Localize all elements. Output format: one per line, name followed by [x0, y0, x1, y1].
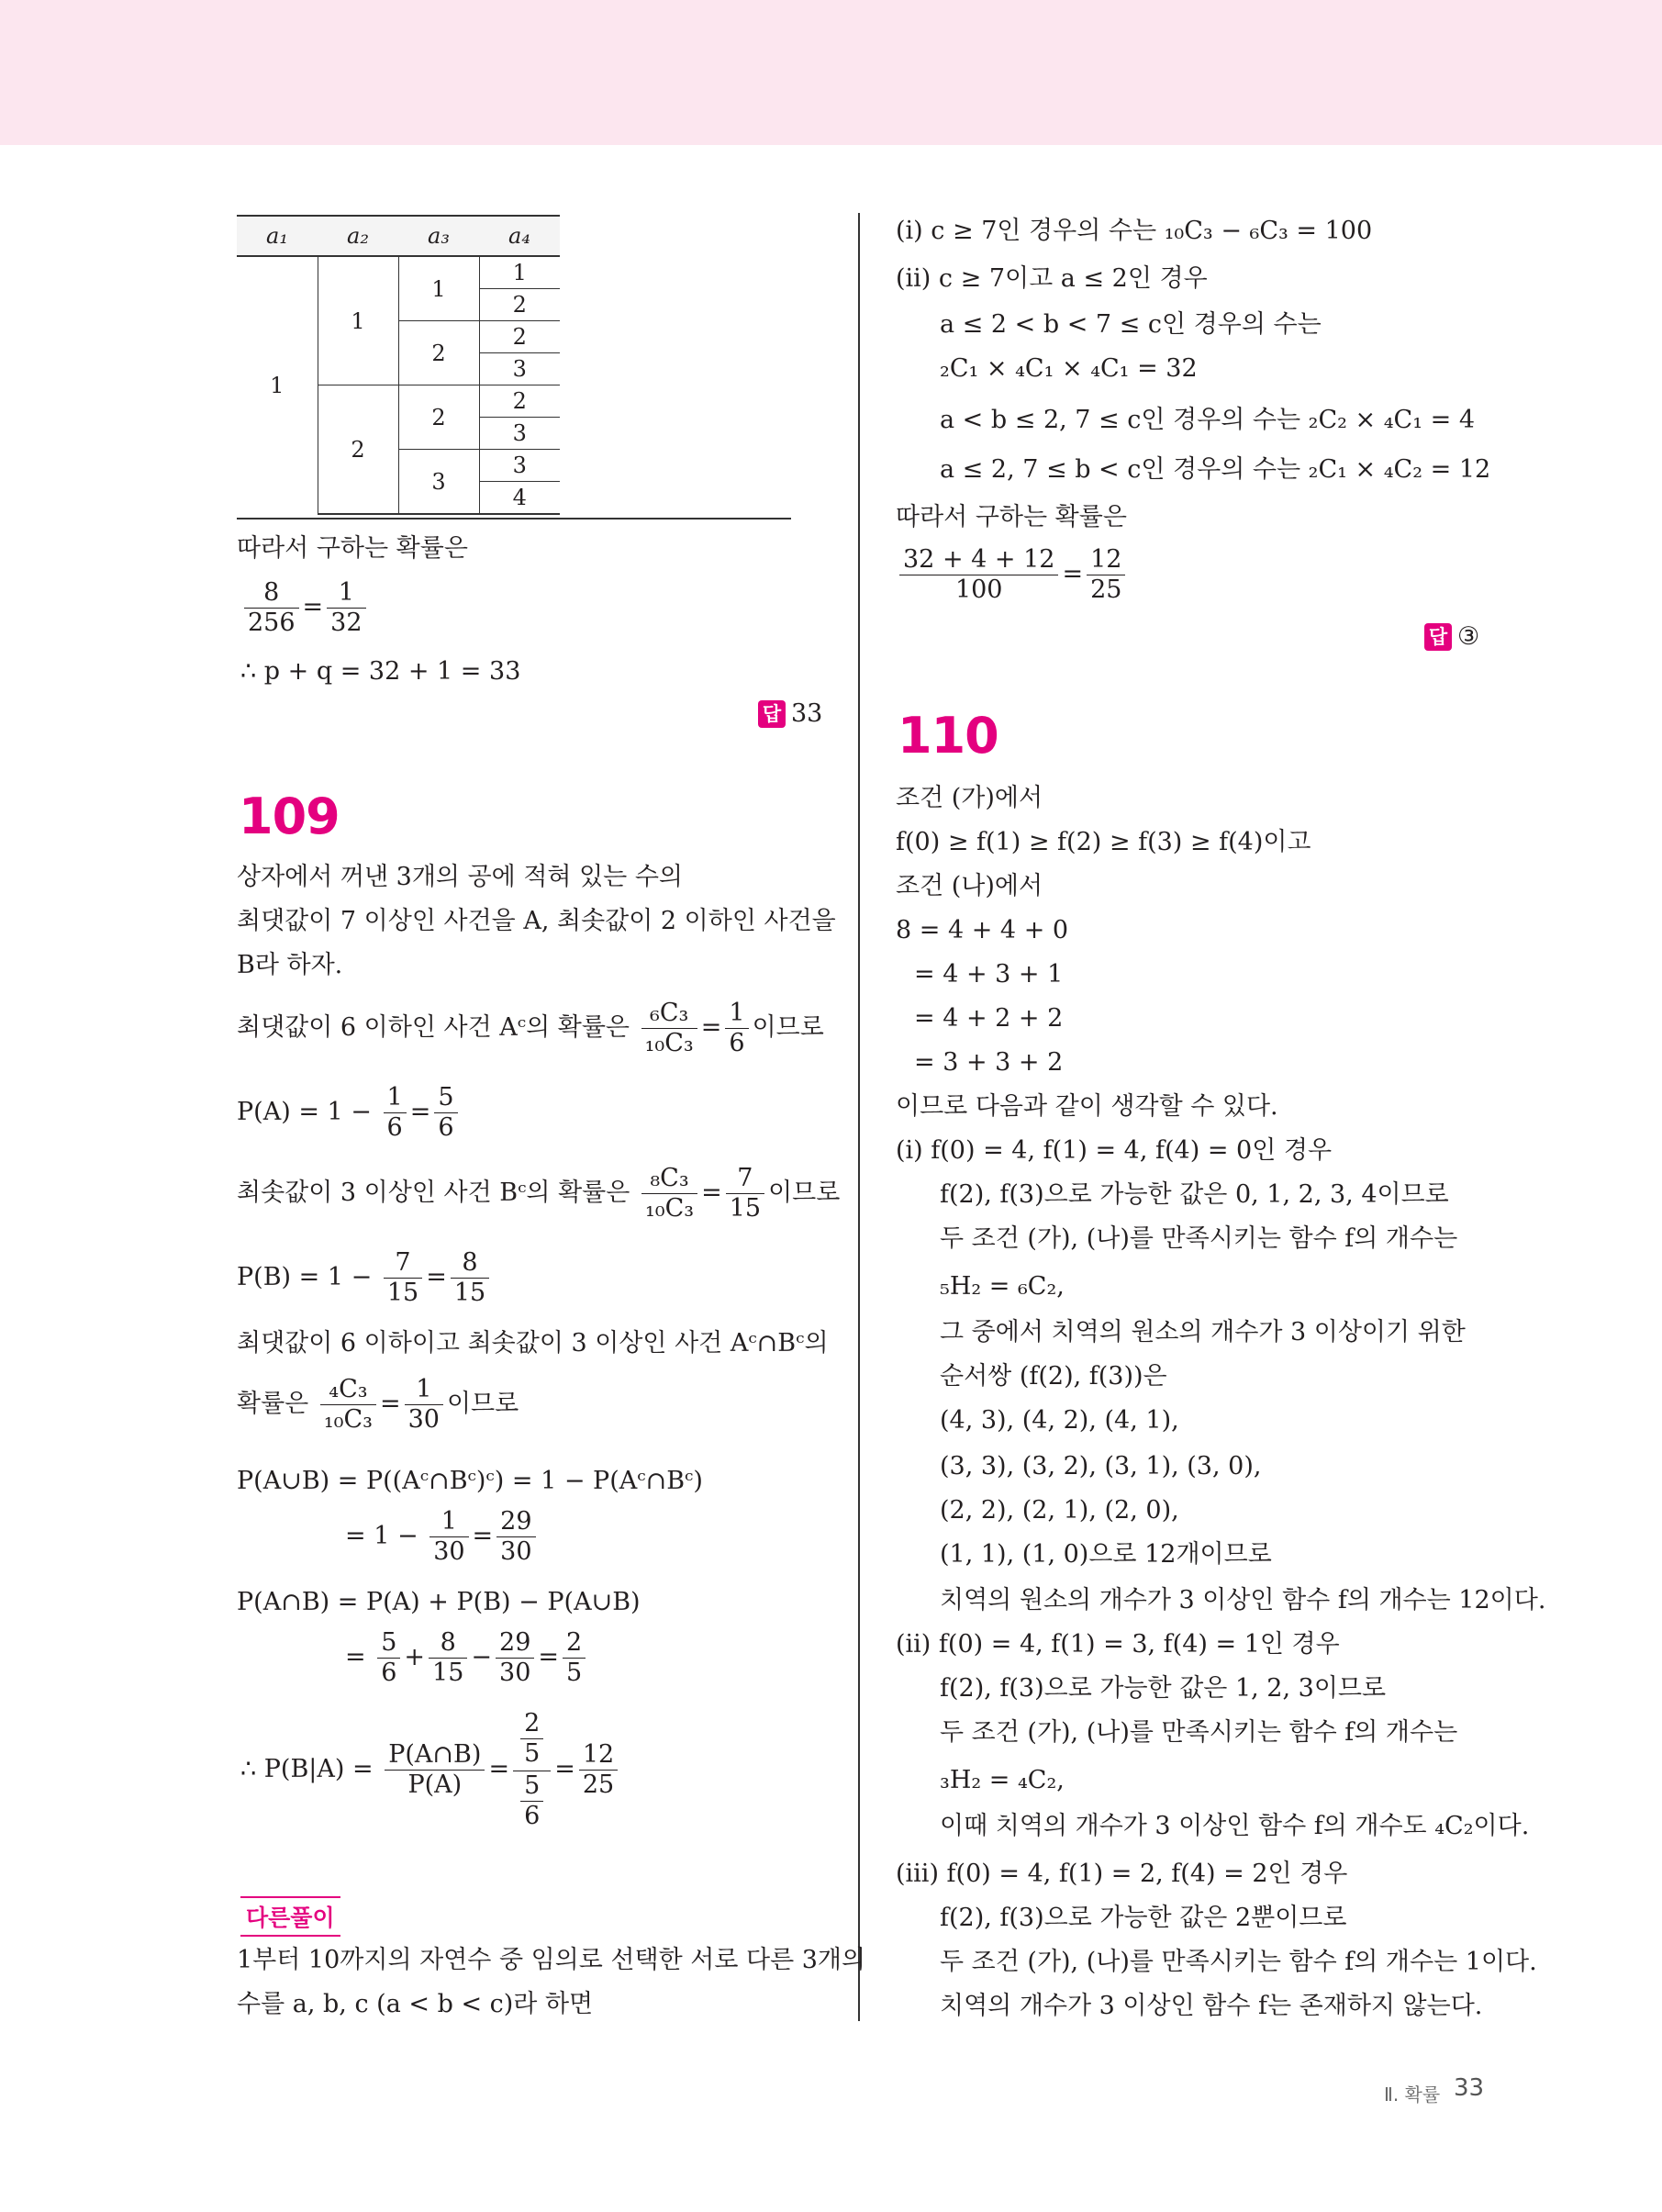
numerator: 29: [496, 1628, 534, 1659]
denominator: 32: [330, 609, 363, 637]
numerator: P(A∩B): [385, 1740, 485, 1771]
text-line: (3, 3), (3, 2), (3, 1), (3, 0),: [940, 1452, 1262, 1480]
numerator: ₈C₃: [641, 1164, 697, 1194]
operator: +: [404, 1643, 426, 1671]
text-line: f(2), f(3)으로 가능한 값은 0, 1, 2, 3, 4이므로: [940, 1180, 1449, 1209]
denominator: 25: [1090, 575, 1122, 604]
text-line: a ≤ 2, 7 ≤ b < c인 경우의 수는 ₂C₁ × ₄C₂ = 12: [940, 455, 1491, 484]
table-cell: 3: [479, 418, 560, 450]
table-cell: 3: [398, 450, 479, 515]
equals: =: [700, 1013, 722, 1042]
text-line: (ⅱ) c ≥ 7이고 a ≤ 2인 경우: [896, 264, 1208, 293]
denominator: 30: [499, 1659, 531, 1687]
text-segment: 이므로: [768, 1179, 841, 1207]
table-cell: 2: [479, 289, 560, 321]
fraction-expression: [240, 578, 370, 638]
text-line: (2, 2), (2, 1), (2, 0),: [940, 1496, 1179, 1525]
table-cell: 2: [318, 385, 398, 515]
numerator: 12: [1087, 545, 1125, 575]
denominator: 15: [386, 1279, 419, 1307]
text-line: a ≤ 2 < b < 7 ≤ c인 경우의 수는: [940, 310, 1322, 339]
numerator: 1: [384, 1083, 407, 1113]
text-line: B라 하자.: [237, 951, 343, 979]
text-line: 8 = 4 + 4 + 0: [896, 916, 1069, 944]
text-line: 치역의 원소의 개수가 3 이상인 함수 f의 개수는 12이다.: [940, 1586, 1546, 1614]
denominator: ₁₀C₃: [323, 1405, 373, 1434]
answer-box: [1424, 622, 1479, 651]
answer-value: ③: [1457, 622, 1480, 651]
numerator: 5: [377, 1628, 400, 1659]
text-line: 두 조건 (가), (나)를 만족시키는 함수 f의 개수는: [940, 1224, 1458, 1253]
text-segment: 확률은: [237, 1390, 309, 1418]
text-line: a < b ≤ 2, 7 ≤ c인 경우의 수는 ₂C₂ × ₄C₁ = 4: [940, 406, 1475, 434]
text-line: 1부터 10까지의 자연수 중 임의로 선택한 서로 다른 3개의: [237, 1946, 866, 1974]
text-line: 따라서 구하는 확률은: [896, 503, 1127, 531]
text-line: (ⅱ) f(0) = 4, f(1) = 3, f(4) = 1인 경우: [896, 1630, 1340, 1659]
text-line: 조건 (나)에서: [896, 872, 1043, 900]
math-line: [237, 1164, 840, 1223]
page-number: 33: [1454, 2074, 1485, 2102]
equals: =: [426, 1263, 447, 1291]
numerator: 29: [496, 1507, 535, 1537]
table-cell: 2: [398, 321, 479, 385]
equals: =: [538, 1643, 559, 1671]
text-line: 두 조건 (가), (나)를 만족시키는 함수 f의 개수는 1이다.: [940, 1948, 1537, 1976]
equals: =: [409, 1098, 431, 1126]
text-segment: =: [345, 1643, 366, 1671]
footer-section: Ⅱ. 확률: [1384, 2084, 1441, 2106]
alternative-solution-badge: 다른풀이: [240, 1896, 340, 1937]
denominator: ₁₀C₃: [644, 1194, 695, 1223]
numerator: 7: [384, 1248, 422, 1279]
numerator: 2: [563, 1628, 586, 1659]
denominator: 25: [582, 1771, 615, 1799]
numerator: 1: [725, 999, 748, 1029]
equals: =: [472, 1522, 494, 1550]
denominator: 6: [386, 1113, 403, 1142]
text-segment: 이므로: [446, 1390, 519, 1418]
table-header: a₄: [479, 216, 560, 256]
denominator: 6: [381, 1659, 397, 1687]
text-line: 최댓값이 6 이하이고 최솟값이 3 이상인 사건 Aᶜ∩Bᶜ의: [237, 1329, 829, 1357]
numerator: 5: [520, 1771, 543, 1802]
table-cell: 2: [398, 385, 479, 450]
numerator: 5: [434, 1083, 457, 1113]
operator: −: [471, 1643, 493, 1671]
text-segment: ∴ P(B|A) =: [240, 1755, 374, 1783]
equals: =: [554, 1755, 575, 1783]
text-segment: 이므로: [752, 1013, 824, 1042]
text-line: 이므로 다음과 같이 생각할 수 있다.: [896, 1092, 1278, 1121]
numerator: 12: [579, 1740, 618, 1771]
text-line: ₃H₂ = ₄C₂,: [940, 1766, 1065, 1794]
numerator: 2: [520, 1709, 543, 1739]
math-line: [237, 1375, 519, 1435]
text-line: 상자에서 꺼낸 3개의 공에 적혀 있는 수의: [237, 863, 683, 891]
numerator: 1: [429, 1507, 468, 1537]
numerator: 1: [327, 578, 365, 609]
text-line: (ⅲ) f(0) = 4, f(1) = 2, f(4) = 2인 경우: [896, 1860, 1348, 1888]
text-line: f(2), f(3)으로 가능한 값은 1, 2, 3이므로: [940, 1674, 1387, 1703]
math-line: [345, 1507, 540, 1567]
text-line: = 4 + 2 + 2: [914, 1004, 1064, 1033]
table-cell: 1: [479, 256, 560, 289]
text-line: 따라서 구하는 확률은: [237, 534, 468, 563]
denominator: 30: [407, 1405, 440, 1434]
text-line: 최댓값이 7 이상인 사건을 A, 최솟값이 2 이하인 사건을: [237, 907, 836, 935]
table-cell: 1: [318, 256, 398, 385]
denominator: 30: [500, 1537, 532, 1566]
text-segment: = 1 −: [345, 1522, 418, 1550]
numerator: 7: [726, 1164, 764, 1194]
text-segment: 최댓값이 6 이하인 사건 Aᶜ의 확률은: [237, 1013, 630, 1042]
numerator: 32 + 4 + 12: [899, 545, 1058, 575]
denominator: P(A): [407, 1771, 463, 1799]
numerator: ₆C₃: [641, 999, 697, 1029]
table-header: a₃: [398, 216, 479, 256]
answer-box: [758, 699, 822, 728]
sequence-table: [237, 215, 560, 515]
math-line: [240, 1709, 621, 1831]
denominator: 5: [566, 1659, 583, 1687]
text-line: 수를 a, b, c (a < b < c)라 하면: [237, 1990, 594, 2018]
table-header: a₁: [237, 216, 318, 256]
text-line: (ⅰ) f(0) = 4, f(1) = 4, f(4) = 0인 경우: [896, 1136, 1333, 1165]
table-cell: 2: [479, 321, 560, 353]
text-line: 치역의 개수가 3 이상인 함수 f는 존재하지 않는다.: [940, 1992, 1483, 2020]
table-cell: 4: [479, 482, 560, 515]
text-line: 조건 (가)에서: [896, 784, 1043, 812]
text-line: ₅H₂ = ₆C₂,: [940, 1272, 1065, 1301]
text-line: 이때 치역의 개수가 3 이상인 함수 f의 개수도 ₄C₂이다.: [940, 1812, 1530, 1840]
answer-badge: 답: [758, 700, 786, 728]
denominator: ₁₀C₃: [644, 1029, 694, 1057]
numerator: 8: [429, 1628, 467, 1659]
table-cell: 2: [479, 385, 560, 418]
denominator: 15: [453, 1279, 486, 1307]
fraction-expression: [896, 545, 1129, 605]
denominator: 6: [438, 1113, 454, 1142]
table-header: a₂: [318, 216, 398, 256]
denominator: 6: [729, 1029, 745, 1057]
conclusion-line: ∴ p + q = 32 + 1 = 33: [240, 657, 521, 686]
math-line: [345, 1628, 589, 1688]
equals: =: [701, 1179, 722, 1207]
text-line: (1, 1), (1, 0)으로 12개이므로: [940, 1540, 1272, 1569]
column-divider: [858, 213, 860, 2021]
problem-number: 109: [239, 788, 340, 845]
problem-number: 110: [898, 707, 998, 765]
table-cell: 3: [479, 353, 560, 385]
table-cell: 1: [270, 373, 284, 398]
denominator: 5: [524, 1739, 541, 1768]
text-segment: P(A) = 1 −: [237, 1098, 372, 1126]
table-cell: 1: [398, 256, 479, 321]
denominator: 256: [248, 609, 296, 637]
answer-value: 33: [791, 699, 823, 728]
numerator: 8: [244, 578, 299, 609]
denominator: 100: [954, 575, 1003, 604]
text-line: f(2), f(3)으로 가능한 값은 2뿐이므로: [940, 1904, 1347, 1932]
text-line: 순서쌍 (f(2), f(3))은: [940, 1362, 1167, 1391]
denominator: 30: [433, 1537, 465, 1566]
text-line: P(A∩B) = P(A) + P(B) − P(A∪B): [237, 1588, 641, 1616]
text-line: f(0) ≥ f(1) ≥ f(2) ≥ f(3) ≥ f(4)이고: [896, 828, 1311, 856]
equals: =: [1062, 560, 1084, 588]
table-cell: 3: [479, 450, 560, 482]
equals: =: [488, 1755, 510, 1783]
denominator: 15: [729, 1194, 762, 1223]
header-band: [0, 0, 1662, 145]
denominator: 6: [524, 1802, 541, 1830]
text-segment: 최솟값이 3 이상인 사건 Bᶜ의 확률은: [237, 1179, 630, 1207]
text-line: = 4 + 3 + 1: [914, 960, 1064, 989]
text-line: 두 조건 (가), (나)를 만족시키는 함수 f의 개수는: [940, 1718, 1458, 1747]
text-line: (ⅰ) c ≥ 7인 경우의 수는 ₁₀C₃ − ₆C₃ = 100: [896, 217, 1373, 245]
text-line: 그 중에서 치역의 원소의 개수가 3 이상이기 위한: [940, 1318, 1466, 1346]
math-line: [237, 1083, 462, 1143]
math-line: [237, 1248, 493, 1308]
numerator: ₄C₃: [320, 1375, 376, 1405]
text-line: ₂C₁ × ₄C₁ × ₄C₁ = 32: [940, 354, 1198, 383]
text-line: P(A∪B) = P((Aᶜ∩Bᶜ)ᶜ) = 1 − P(Aᶜ∩Bᶜ): [237, 1467, 703, 1495]
numerator: 8: [451, 1248, 489, 1279]
text-line: = 3 + 3 + 2: [914, 1048, 1064, 1077]
equals: =: [302, 593, 324, 621]
equals: =: [379, 1390, 401, 1418]
answer-badge: 답: [1424, 623, 1452, 651]
text-line: (4, 3), (4, 2), (4, 1),: [940, 1406, 1179, 1435]
denominator: 15: [432, 1659, 464, 1687]
numerator: 1: [405, 1375, 443, 1405]
text-segment: P(B) = 1 −: [237, 1263, 373, 1291]
math-line: [237, 999, 824, 1058]
